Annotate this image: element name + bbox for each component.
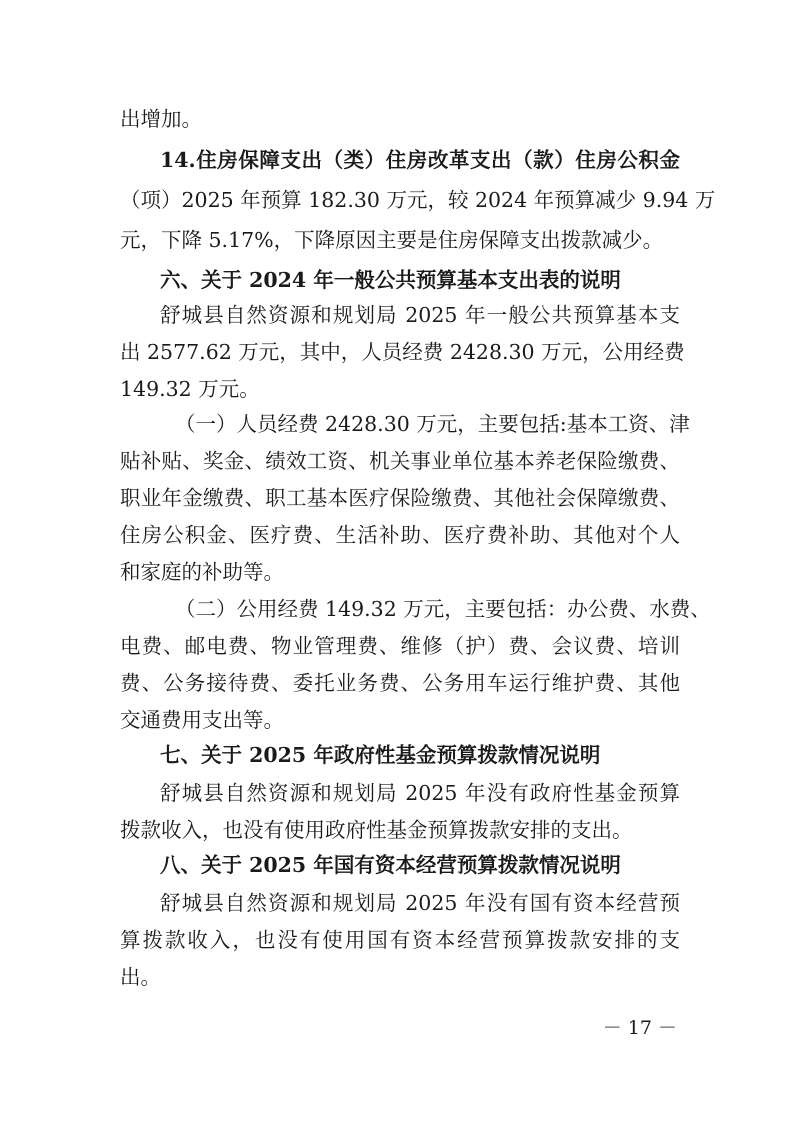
page-number: － 17 － — [602, 1017, 677, 1039]
text-line: 和家庭的补助等。 — [120, 560, 284, 584]
text-line: 舒城县自然资源和规划局 2025 年一般公共预算基本支 — [160, 303, 680, 327]
section-heading-eight: 八、关于 2025 年国有资本经营预算拨款情况说明 — [160, 853, 621, 877]
text-line: 电费、邮电费、物业管理费、维修（护）费、会议费、培训 — [120, 634, 680, 658]
text-line: 149.32 万元。 — [120, 377, 260, 401]
text-line: 出。 — [120, 965, 161, 989]
text-line: （二）公用经费 149.32 万元，主要包括：办公费、水费、 — [175, 597, 711, 621]
text-line: （项）2025 年预算 182.30 万元，较 2024 年预算减少 9.94 万 — [120, 188, 716, 212]
text-line: 出增加。 — [120, 107, 202, 131]
text-line: 舒城县自然资源和规划局 2025 年没有政府性基金预算 — [160, 781, 680, 805]
text-line: 拨款收入，也没有使用政府性基金预算拨款安排的支出。 — [120, 818, 633, 842]
text-line: 职业年金缴费、职工基本医疗保险缴费、其他社会保障缴费、 — [120, 486, 680, 510]
text-line: 出 2577.62 万元，其中，人员经费 2428.30 万元，公用经费 — [120, 340, 685, 364]
section-heading-seven: 七、关于 2025 年政府性基金预算拨款情况说明 — [160, 743, 601, 767]
text-line: 舒城县自然资源和规划局 2025 年没有国有资本经营预 — [160, 891, 680, 915]
text-line: 费、公务接待费、委托业务费、公务用车运行维护费、其他 — [120, 671, 680, 695]
text-line: 算拨款收入，也没有使用国有资本经营预算拨款安排的支 — [120, 928, 680, 952]
section-heading-six: 六、关于 2024 年一般公共预算基本支出表的说明 — [160, 268, 621, 292]
text-line: 住房公积金、医疗费、生活补助、医疗费补助、其他对个人 — [120, 523, 680, 547]
subsection-heading-line: 14.住房保障支出（类）住房改革支出（款）住房公积金 — [160, 148, 680, 172]
text-line: 贴补贴、奖金、绩效工资、机关事业单位基本养老保险缴费、 — [120, 449, 680, 473]
text-line: （一）人员经费 2428.30 万元，主要包括:基本工资、津 — [175, 412, 690, 436]
text-line: 交通费用支出等。 — [120, 708, 284, 732]
text-line: 元，下降 5.17%，下降原因主要是住房保障支出拨款减少。 — [120, 228, 664, 252]
